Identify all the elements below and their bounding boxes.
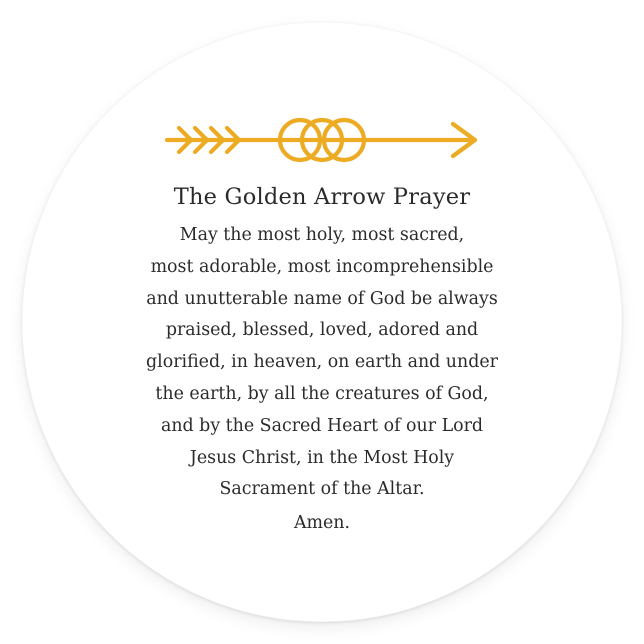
- prayer-line: Jesus Christ, in the Most Holy: [189, 447, 455, 468]
- golden-arrow-ornament-icon: [157, 108, 487, 172]
- sticker-content: [22, 22, 622, 622]
- prayer-text: [112, 220, 532, 540]
- page-title: The Golden Arrow Prayer: [173, 184, 471, 210]
- prayer-line: and by the Sacred Heart of our Lord: [160, 415, 484, 436]
- prayer-line: most adorable, most incomprehensible: [150, 256, 494, 277]
- prayer-line: May the most holy, most sacred,: [179, 225, 465, 245]
- prayer-line: the earth, by all the creatures of God,: [155, 383, 489, 404]
- prayer-line: and unutterable name of God be always: [146, 288, 498, 309]
- prayer-line: Sacrament of the Altar.: [219, 479, 425, 500]
- prayer-line: praised, blessed, loved, adored and: [165, 320, 479, 341]
- round-sticker: [22, 22, 622, 622]
- prayer-closing: Amen.: [293, 513, 351, 534]
- prayer-line: glorified, in heaven, on earth and under: [146, 352, 498, 373]
